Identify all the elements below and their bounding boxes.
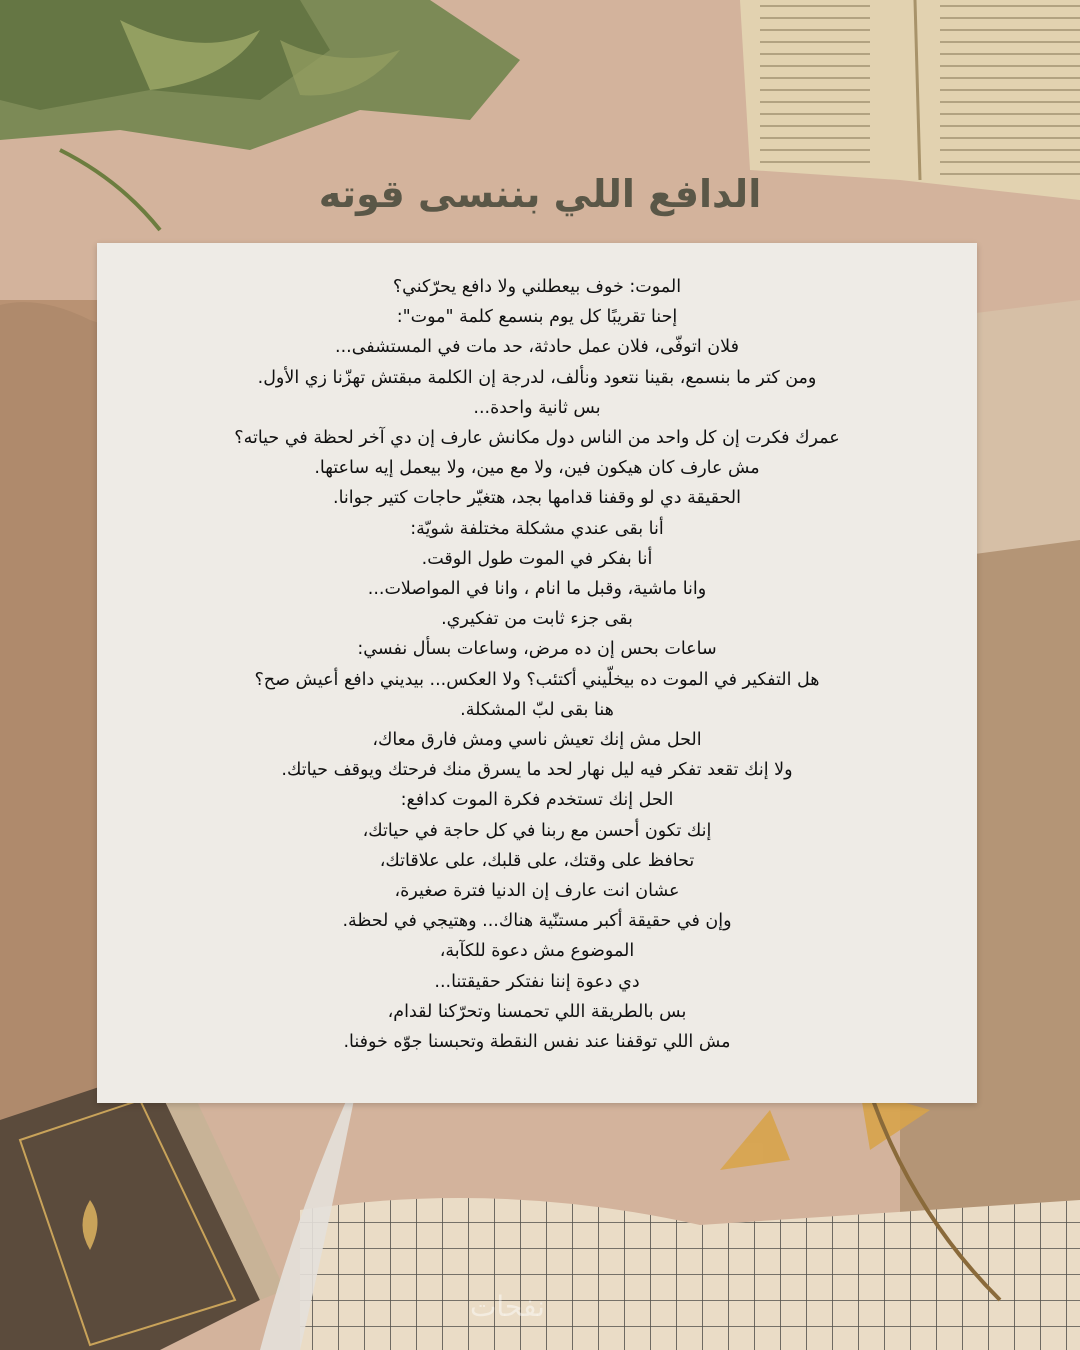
text-line: ساعات بحس إن ده مرض، وساعات بسأل نفسي: (357, 639, 717, 660)
text-line: تحافظ على وقتك، على قلبك، على علاقاتك، (379, 850, 695, 871)
text-line: بس بالطريقة اللي تحمسنا وتحرّكنا لقدام، (387, 1001, 687, 1022)
text-line: إحنا تقريبًا كل يوم بنسمع كلمة "موت": (396, 307, 678, 328)
text-line: بقى جزء ثابت من تفكيري. (441, 609, 633, 630)
body-text (97, 272, 977, 1057)
text-line: دي دعوة إننا نفتكر حقيقتنا... (434, 971, 640, 992)
text-line: أنا بقى عندي مشكلة مختلفة شويّة: (410, 518, 664, 539)
text-line: هل التفكير في الموت ده بيخلّيني أكتئب؟ ولا العكس... بيديني دافع أعيش صح؟ (254, 669, 820, 690)
text-line: ومن كتر ما بنسمع، بقينا نتعود ونألف، لدرجة إن الكلمة مبقتش تهزّنا زي الأول. (257, 367, 817, 388)
text-line: الحقيقة دي لو وقفنا قدامها بجد، هتغيّر حاجات كتير جوانا. (333, 488, 741, 509)
text-line: مش اللي توقفنا عند نفس النقطة وتحبسنا جوّه خوفنا. (343, 1032, 731, 1053)
text-line: بس ثانية واحدة... (473, 397, 601, 418)
text-line: إنك تكون أحسن مع ربنا في كل حاجة في حياتك، (362, 820, 712, 841)
text-line: عمرك فكرت إن كل واحد من الناس دول مكانش عارف إن دي آخر لحظة في حياته؟ (234, 428, 840, 449)
text-line: الموت: خوف بيعطلني ولا دافع يحرّكني؟ (392, 277, 682, 297)
text-line: الموضوع مش دعوة للكآبة، (439, 941, 635, 962)
text-line: وإن في حقيقة أكبر مستنّية هناك... وهتيجي في لحظة. (342, 911, 732, 932)
page-title: الدافع اللي بننسى قوته (318, 172, 762, 216)
text-line: وانا ماشية، وقبل ما انام ، وانا في المواصلات... (367, 579, 707, 600)
text-line: أنا بفكر في الموت طول الوقت. (421, 548, 653, 569)
text-line: الحل مش إنك تعيش ناسي ومش فارق معاك، (372, 730, 702, 751)
watermark-logo: نفحات (470, 1290, 545, 1323)
text-line: فلان اتوفّى، فلان عمل حادثة، حد مات في المستشفى... (335, 337, 739, 358)
text-line: الحل إنك تستخدم فكرة الموت كدافع: (400, 790, 674, 811)
text-line: ولا إنك تقعد تفكر فيه ليل نهار لحد ما يسرق منك فرحتك ويوقف حياتك. (281, 760, 793, 781)
text-line: عشان انت عارف إن الدنيا فترة صغيرة، (394, 881, 680, 902)
text-line: هنا بقى لبّ المشكلة. (460, 699, 614, 720)
text-line: مش عارف كان هيكون فين، ولا مع مين، ولا بيعمل إيه ساعتها. (314, 458, 760, 479)
